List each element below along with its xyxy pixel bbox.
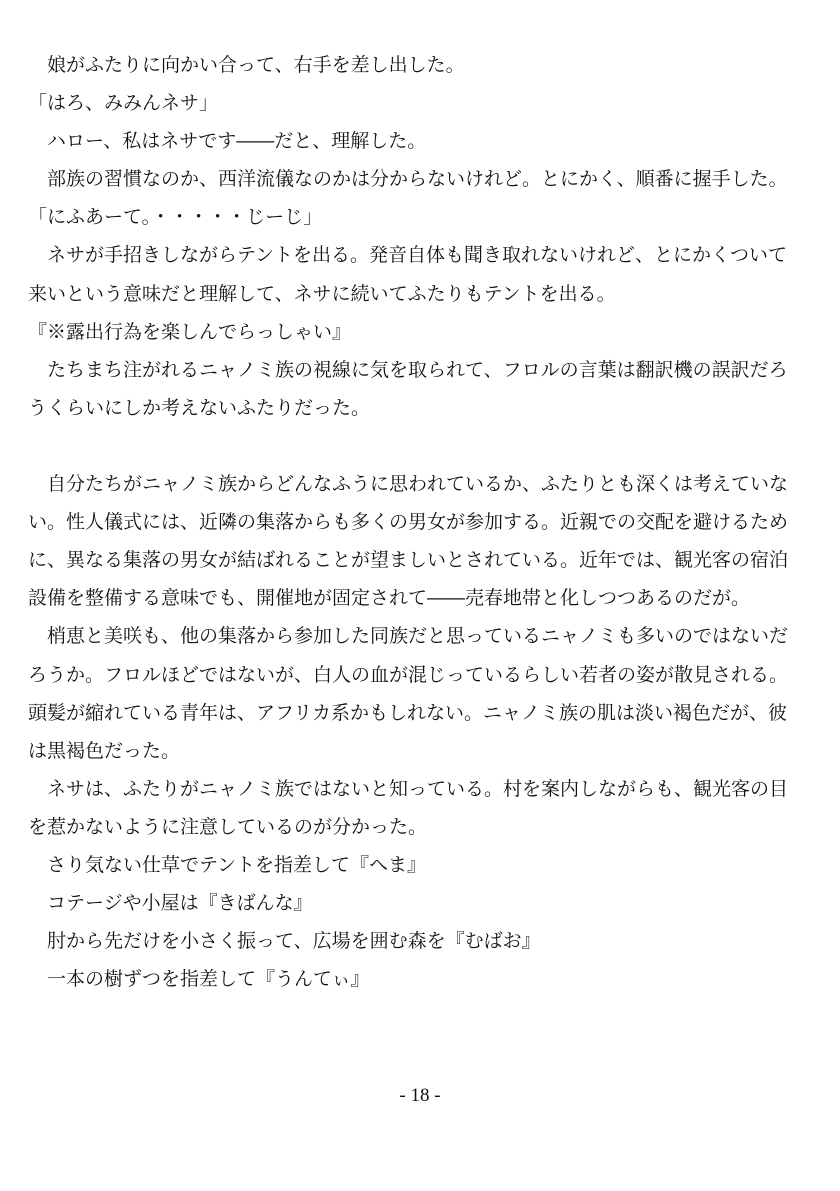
text-line: 設備を整備する意味でも、開催地が固定されて――売春地帯と化しつつあるのだが。 xyxy=(28,587,751,610)
text-line: 部族の習慣なのか、西洋流儀なのかは分からないけれど。とにかく、順番に握手した。 xyxy=(28,168,788,191)
text-line: 「はろ、みみんネサ」 xyxy=(28,92,219,115)
text-line: 肘から先だけを小さく振って、広場を囲む森を『むばお』 xyxy=(28,930,541,953)
text-line: コテージや小屋は『きばんな』 xyxy=(28,892,313,915)
text-line: たちまち注がれるニャノミ族の視線に気を取られて、フロルの言葉は翻訳機の誤訳だろ xyxy=(28,358,788,381)
body-text xyxy=(28,46,812,998)
page-number: - 18 - xyxy=(399,1085,441,1106)
text-line: 一本の樹ずつを指差して『うんてぃ』 xyxy=(28,968,370,991)
text-line: 自分たちがニャノミ族からどんなふうに思われているか、ふたりとも深くは考えていな xyxy=(28,473,789,496)
text-line: を惹かないように注意しているのが分かった。 xyxy=(28,815,428,838)
blank-line xyxy=(28,427,812,465)
text-line: ネサが手招きしながらテントを出る。発音自体も聞き取れないけれど、とにかくついて xyxy=(28,244,788,267)
text-line: 頭髪が縮れている青年は、アフリカ系かもしれない。ニャノミ族の肌は淡い褐色だが、彼 xyxy=(28,701,788,724)
text-line: 梢恵と美咲も、他の集落から参加した同族だと思っているニャノミも多いのではないだ xyxy=(28,625,789,648)
text-line: 『※露出行為を楽しんでらっしゃい』 xyxy=(28,320,352,343)
text-line: は黒褐色だった。 xyxy=(28,739,181,762)
text-line: い。性人儀式には、近隣の集落からも多くの男女が参加する。近親での交配を避けるため xyxy=(28,511,789,534)
text-line: に、異なる集落の男女が結ばれることが望ましいとされている。近年では、観光客の宿泊 xyxy=(28,549,789,572)
text-line: 「にふあーて。・・・・・じーじ」 xyxy=(28,206,323,229)
text-line: ハロー、私はネサです――だと、理解した。 xyxy=(28,130,427,153)
text-line: ろうか。フロルほどではないが、白人の血が混じっているらしい若者の姿が散見される。 xyxy=(28,663,789,686)
text-line: 来いという意味だと理解して、ネサに続いてふたりもテントを出る。 xyxy=(28,282,616,305)
text-line: うくらいにしか考えないふたりだった。 xyxy=(28,396,371,419)
text-line: ネサは、ふたりがニャノミ族ではないと知っている。村を案内しながらも、観光客の目 xyxy=(28,777,789,800)
text-line: 娘がふたりに向かい合って、右手を差し出した。 xyxy=(28,54,465,76)
text-line: さり気ない仕草でテントを指差して『へま』 xyxy=(28,853,427,876)
